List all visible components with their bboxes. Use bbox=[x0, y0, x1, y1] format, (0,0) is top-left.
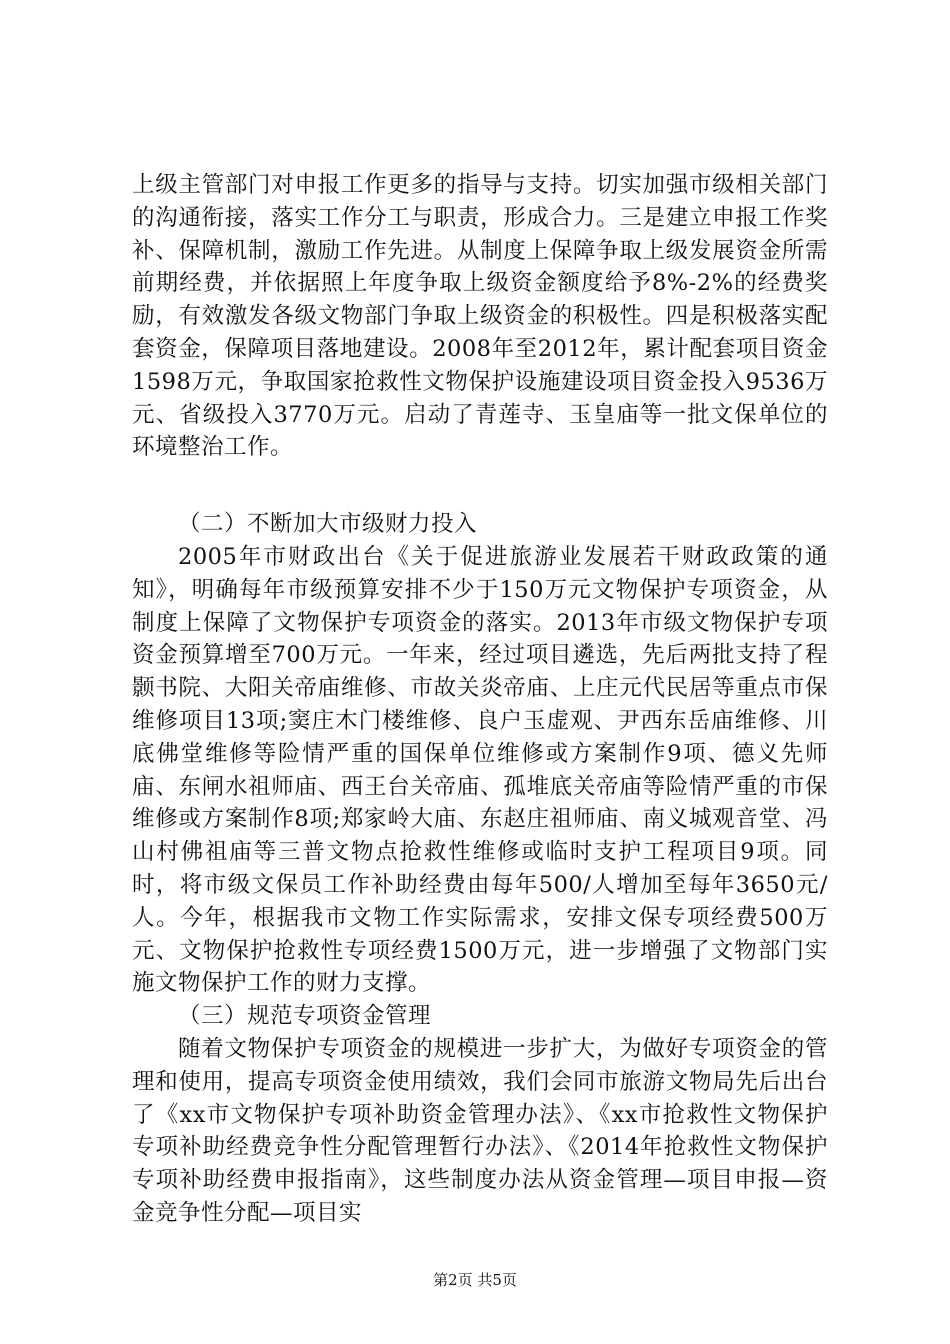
section-heading-2: （二）不断加大市级财力投入 bbox=[178, 511, 478, 538]
paragraph-fund-management: 随着文物保护专项资金的规模进一步扩大，为做好专项资金的管理和使用，提高专项资金使用绩效，我们会同市旅游文物局先后出台了《xx市文物保护专项补助资金管理办法》、《xx市抢救性文物保护专项补助经费竞争性分配管理暂行办法》、《2014年抢救性文物保护专项补助经费申报指南》，这些制度办法从资金管理—项目申报—资金竞争性分配—项目实 bbox=[132, 1035, 828, 1226]
paragraph-fiscal-investment: 2005年市财政出台《关于促进旅游业发展若干财政政策的通知》，明确每年市级预算安排不少于150万元文物保护专项资金，从制度上保障了文物保护专项资金的落实。2013年市级文物保护专项资金预算增至700万元。一年来，经过项目遴选，先后两批支持了程颢书院、大阳关帝庙维修、市故关炎帝庙、上庄元代民居等重点市保维修项目13项;窦庄木门楼维修、良户玉虚观、尹西东岳庙维修、川底佛堂维修等险情严重的国保单位维修或方案制作9项、德义先师庙、东闸水祖师庙、西王台关帝庙、孤堆底关帝庙等险情严重的市保维修或方案制作8项;郑家岭大庙、东赵庄祖师庙、南义城观音堂、冯山村佛祖庙等三普文物点抢救性维修或临时支护工程项目9项。同时，将市级文保员工作补助经费由每年500/人增加至每年3650元/人。今年，根据我市文物工作实际需求，安排文保专项经费500万元、文物保护抢救性专项经费1500万元，进一步增强了文物部门实施文物保护工作的财力支撑。 bbox=[132, 543, 828, 997]
paragraph-continuation: 上级主管部门对申报工作更多的指导与支持。切实加强市级相关部门的沟通衔接，落实工作分工与职责，形成合力。三是建立申报工作奖补、保障机制，激励工作先进。从制度上保障争取上级发展资金所需前期经费，并依据照上年度争取上级资金额度给予8%-2%的经费奖励，有效激发各级文物部门争取上级资金的积极性。四是积极落实配套资金，保障项目落地建设。2008年至2012年，累计配套项目资金1598万元，争取国家抢救性文物保护设施建设项目资金投入9536万元、省级投入3770万元。启动了青莲寺、玉皇庙等一批文保单位的环境整治工作。 bbox=[132, 172, 828, 461]
paragraph-gap bbox=[132, 464, 828, 508]
document-body bbox=[132, 169, 828, 1230]
page-number-footer: 第2页 共5页 bbox=[433, 1271, 517, 1289]
section-heading-3: （三）规范专项资金管理 bbox=[178, 1003, 432, 1030]
